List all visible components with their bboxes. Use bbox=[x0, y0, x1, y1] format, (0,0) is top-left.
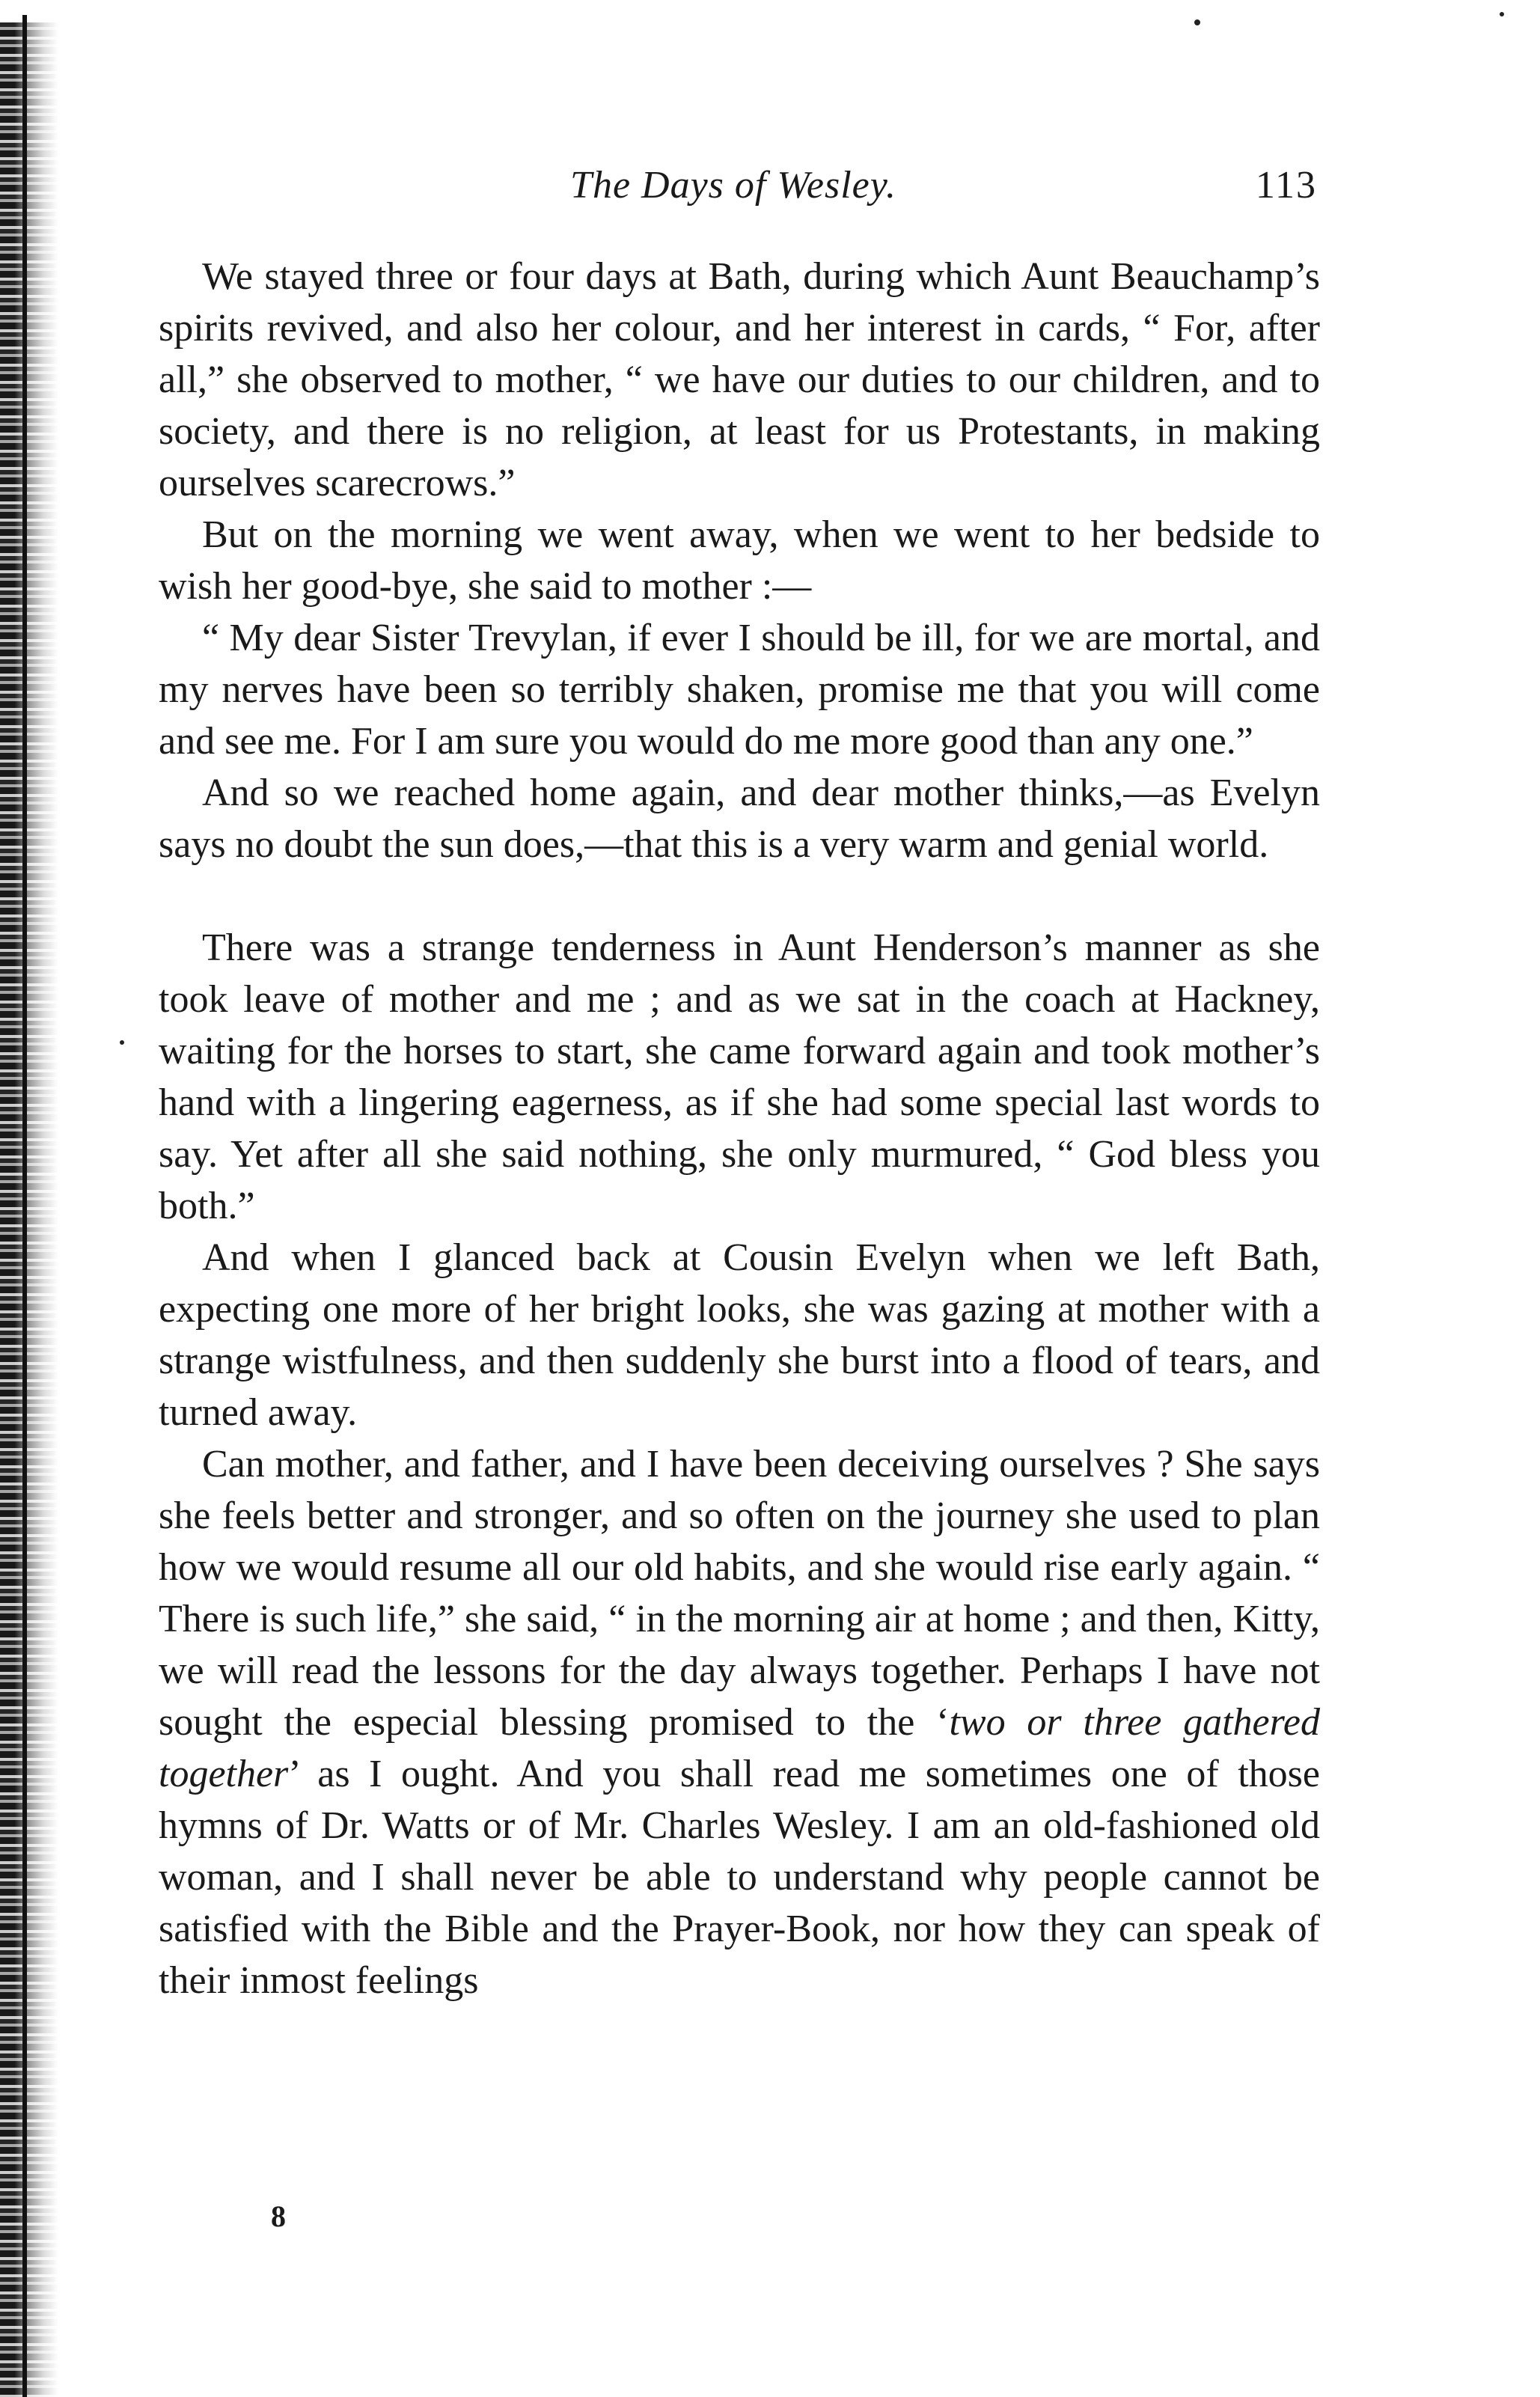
book-gutter-edge bbox=[22, 15, 27, 2397]
body-text bbox=[159, 251, 1320, 2006]
paragraph-text: ’ as I ought. And you shall read me sometimes one of those hymns of Dr. Watts or of Mr. Charles Wesley. I am an old-fashioned old woman, and I shall never be able to understand why people cannot be satisfied with the Bible and the Prayer-Book, nor how they can speak of their inmost feelings bbox=[159, 1753, 1320, 2002]
book-spine-shadow bbox=[0, 22, 58, 2397]
paragraph: There was a strange tenderness in Aunt Henderson’s manner as she took leave of mother and me ; and as we sat in the coach at Hackney, waiting for the horses to start, she came forward again and took mother’s hand with a lingering eagerness, as if she had some special last words to say. Yet after all she said nothing, she only murmured, “ God bless you both.” bbox=[159, 926, 1320, 1227]
paragraph: But on the morning we went away, when we went to her bedside to wish her good-bye, she said to mother :— bbox=[159, 513, 1320, 608]
running-title: The Days of Wesley. bbox=[570, 164, 896, 207]
page-header bbox=[150, 163, 1317, 223]
paragraph: And so we reached home again, and dear mother thinks,—as Evelyn says no doubt the sun does,—that this is a very warm and genial world. bbox=[159, 772, 1320, 866]
ink-speck bbox=[120, 1040, 124, 1045]
page-number: 113 bbox=[1255, 164, 1317, 207]
paragraph: And when I glanced back at Cousin Evelyn when we left Bath, expecting one more of her bright looks, she was gazing at mother with a strange wistfulness, and then suddenly she burst into a flood of tears, and turned away. bbox=[159, 1236, 1320, 1434]
paragraph-text: Can mother, and father, and I have been deceiving ourselves ? She says she feels better and stronger, and so often on the journey she used to plan how we would resume all our old habits, and she would rise early again. “ There is such life,” she said, “ in the morning air at home ; and then, Kitty, we will read the lessons for the day always together. Perhaps I have not sought the especial blessing promised to the ‘ bbox=[159, 1443, 1320, 1744]
italic-quotation: two or three gathered together bbox=[159, 1701, 1320, 1795]
ink-speck bbox=[1500, 12, 1504, 16]
paragraph: We stayed three or four days at Bath, during which Aunt Beauchamp’s spirits revived, and also her colour, and her interest in cards, “ For, after all,” she observed to mother, “ we have our duties to our children, and to society, and there is no religion, at least for us Protestants, in making ourselves scarecrows.” bbox=[159, 255, 1320, 504]
paragraph: “ My dear Sister Trevylan, if ever I should be ill, for we are mortal, and my nerves have been so terribly shaken, promise me that you will come and see me. For I am sure you would do me more good than any one.” bbox=[159, 617, 1320, 763]
ink-speck bbox=[1194, 19, 1200, 25]
signature-mark: 8 bbox=[271, 2199, 286, 2233]
paragraph bbox=[159, 1438, 1320, 2006]
